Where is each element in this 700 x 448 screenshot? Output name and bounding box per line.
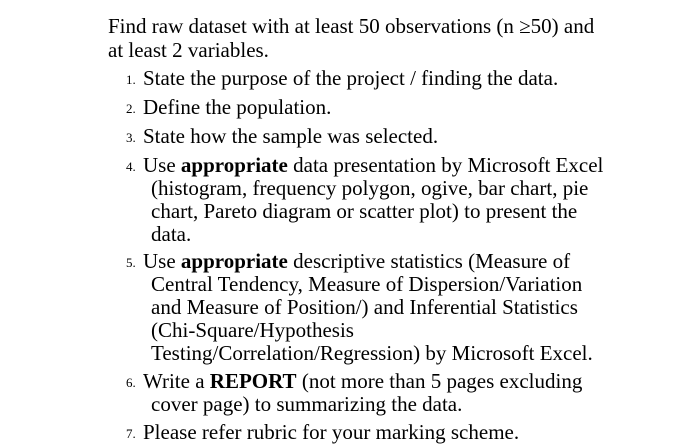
item-text-line: (Chi-Square/Hypothesis <box>151 318 354 342</box>
item-number: 4. <box>126 159 136 174</box>
item-text-line: data. <box>151 222 192 246</box>
item-text-line: (histogram, frequency polygon, ogive, bar chart, pie <box>151 176 589 200</box>
item-number: 3. <box>126 130 136 145</box>
item-text-segment: (not more than 5 pages excluding <box>296 369 583 393</box>
item-text-segment: Use <box>143 249 181 273</box>
item-text: Please refer rubric for your marking scheme. <box>143 420 520 444</box>
intro-line-2: at least 2 variables. <box>108 38 269 62</box>
item-text-segment: Use <box>143 153 181 177</box>
item-emphasis: appropriate <box>180 153 288 177</box>
item-text: State the purpose of the project / finding the data. <box>143 66 559 90</box>
item-text-line <box>143 250 643 273</box>
item-number: 1. <box>126 72 136 87</box>
intro-line-1: Find raw dataset with at least 50 observations (n ≥50) and <box>108 14 595 38</box>
item-text-line: Central Tendency, Measure of Dispersion/Variation <box>151 272 583 296</box>
item-text-line: chart, Pareto diagram or scatter plot) to present the <box>151 199 578 223</box>
item-emphasis: REPORT <box>209 369 297 393</box>
item-number: 2. <box>126 101 136 116</box>
intro-paragraph <box>108 14 668 62</box>
item-text-line: and Measure of Position/) and Inferential Statistics <box>151 295 578 319</box>
item-text-line: Testing/Correlation/Regression) by Microsoft Excel. <box>151 341 593 365</box>
item-number: 7. <box>126 426 136 441</box>
item-text: State how the sample was selected. <box>143 124 439 148</box>
item-text: Define the population. <box>143 95 332 119</box>
item-number: 6. <box>126 375 136 390</box>
item-text-line <box>143 154 643 177</box>
item-text-line <box>143 370 643 393</box>
item-text-segment: data presentation by Microsoft Excel <box>287 153 604 177</box>
item-number: 5. <box>126 255 136 270</box>
item-text-segment: descriptive statistics (Measure of <box>287 249 571 273</box>
item-text-line: cover page) to summarizing the data. <box>151 392 463 416</box>
item-text-segment: Write a <box>143 369 210 393</box>
item-emphasis: appropriate <box>180 249 288 273</box>
